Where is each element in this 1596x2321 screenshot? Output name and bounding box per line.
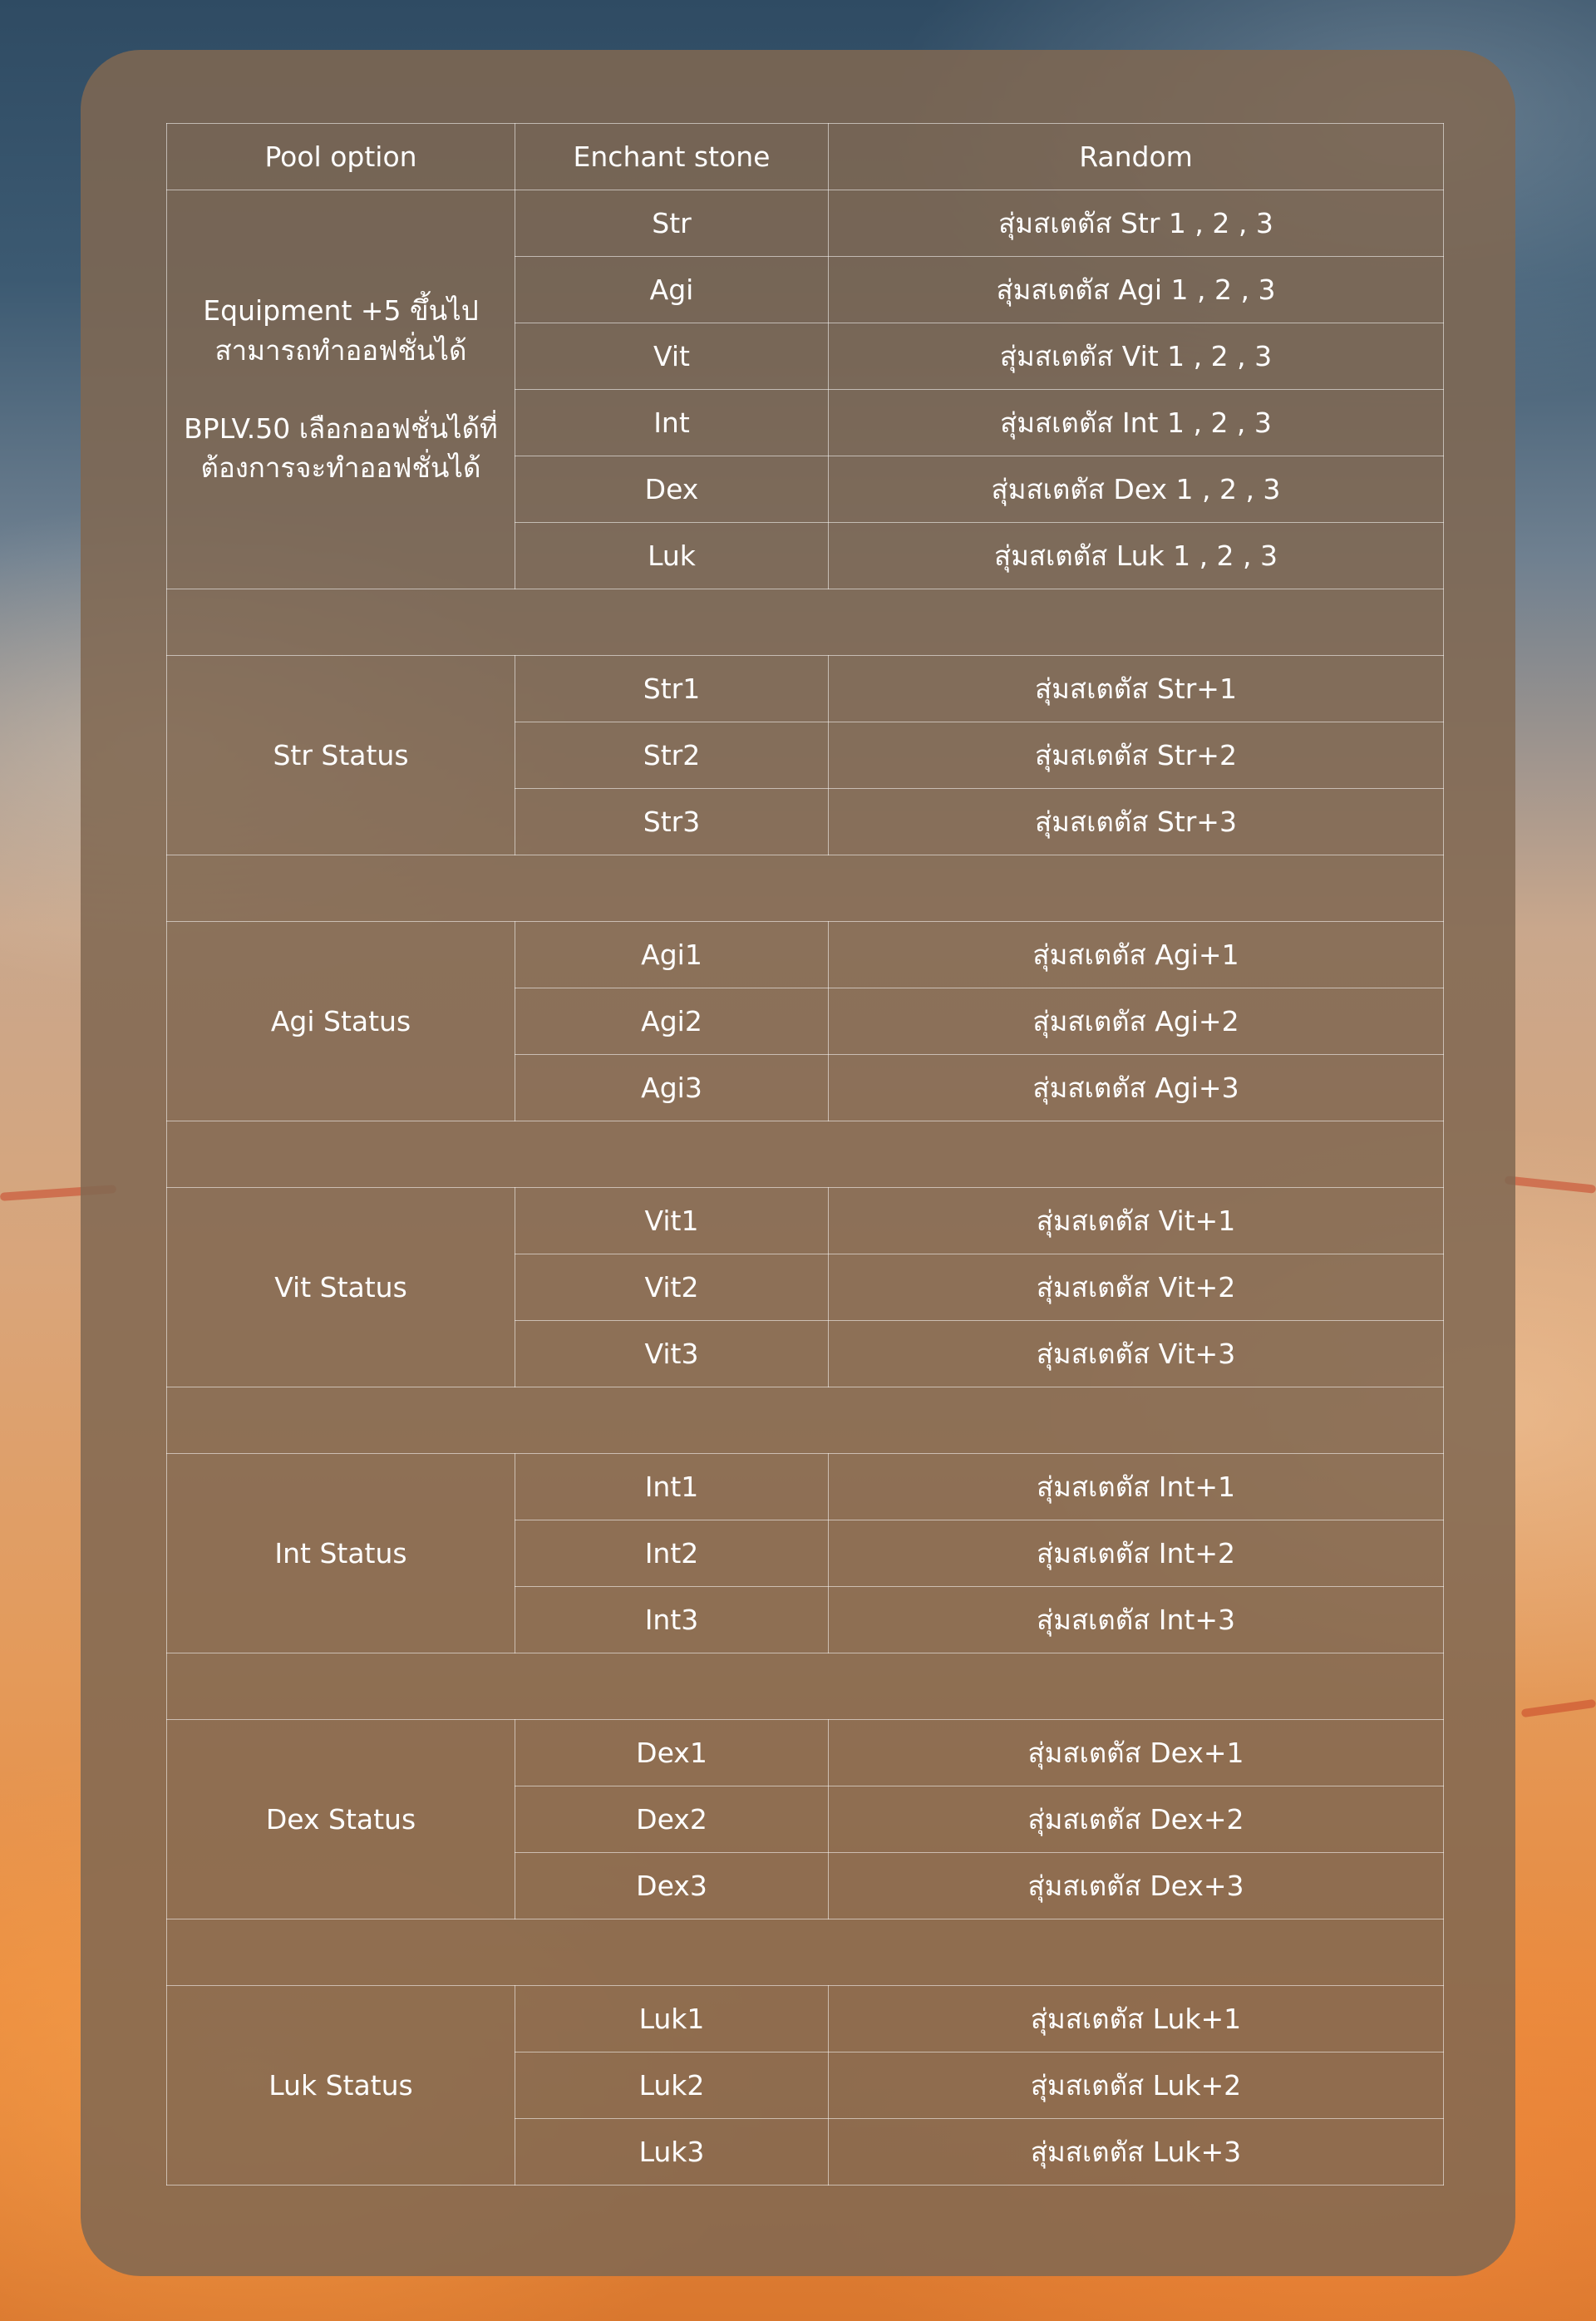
random-cell: สุ่มสเตตัส Int 1 , 2 , 3: [829, 390, 1444, 456]
stone-cell: Agi1: [515, 922, 829, 988]
random-cell: สุ่มสเตตัส Agi+3: [829, 1055, 1444, 1121]
random-cell: สุ่มสเตตัส Int+2: [829, 1520, 1444, 1587]
random-cell: สุ่มสเตตัส Str+3: [829, 789, 1444, 855]
pool-cell-agi: Agi Status: [167, 922, 515, 1121]
stone-cell: Int2: [515, 1520, 829, 1587]
random-cell: สุ่มสเตตัส Str+1: [829, 656, 1444, 722]
random-cell: สุ่มสเตตัส Str 1 , 2 , 3: [829, 190, 1444, 257]
random-cell: สุ่มสเตตัส Vit+3: [829, 1321, 1444, 1387]
pool-cell-luk: Luk Status: [167, 1986, 515, 2185]
random-cell: สุ่มสเตตัส Int+1: [829, 1454, 1444, 1520]
background-streak: [1521, 1699, 1596, 1717]
table-row: [167, 1188, 1444, 1254]
spacer-row: [167, 1653, 1444, 1720]
equipment-pool-line: BPLV.50 เลือกออฟชั่นได้ที่: [184, 411, 498, 445]
random-cell: สุ่มสเตตัส Vit+1: [829, 1188, 1444, 1254]
enchant-pool-table: [166, 123, 1444, 2185]
spacer-cell: [167, 1653, 1444, 1720]
stone-cell: Luk1: [515, 1986, 829, 2052]
stone-cell: Agi2: [515, 988, 829, 1055]
random-cell: สุ่มสเตตัส Luk+3: [829, 2119, 1444, 2185]
random-cell: สุ่มสเตตัส Vit+2: [829, 1254, 1444, 1321]
header-random: Random: [829, 124, 1444, 190]
stone-cell: Agi3: [515, 1055, 829, 1121]
spacer-cell: [167, 1121, 1444, 1188]
table-row: [167, 922, 1444, 988]
random-cell: สุ่มสเตตัส Dex+3: [829, 1853, 1444, 1919]
stone-cell: Agi: [515, 257, 829, 323]
random-cell: สุ่มสเตตัส Luk+1: [829, 1986, 1444, 2052]
stone-cell: Luk: [515, 523, 829, 589]
stone-cell: Vit1: [515, 1188, 829, 1254]
stone-cell: Str1: [515, 656, 829, 722]
stone-cell: Str: [515, 190, 829, 257]
stone-cell: Dex1: [515, 1720, 829, 1786]
random-cell: สุ่มสเตตัส Agi 1 , 2 , 3: [829, 257, 1444, 323]
spacer-row: [167, 1919, 1444, 1986]
random-cell: สุ่มสเตตัส Vit 1 , 2 , 3: [829, 323, 1444, 390]
header-enchant-stone: Enchant stone: [515, 124, 829, 190]
spacer-row: [167, 1121, 1444, 1188]
header-pool-option: Pool option: [167, 124, 515, 190]
table-row: [167, 1986, 1444, 2052]
stone-cell: Vit3: [515, 1321, 829, 1387]
random-cell: สุ่มสเตตัส Dex+1: [829, 1720, 1444, 1786]
spacer-cell: [167, 1387, 1444, 1454]
equipment-pool-line: Equipment +5 ขึ้นไป: [203, 293, 479, 327]
background-streak: [1505, 1175, 1596, 1193]
stone-cell: Int: [515, 390, 829, 456]
spacer-row: [167, 855, 1444, 922]
stone-cell: Vit2: [515, 1254, 829, 1321]
pool-cell-vit: Vit Status: [167, 1188, 515, 1387]
table-row: [167, 1720, 1444, 1786]
table-header-row: [167, 124, 1444, 190]
pool-cell-equipment: [167, 190, 515, 589]
stone-cell: Dex2: [515, 1786, 829, 1853]
pool-cell-dex: Dex Status: [167, 1720, 515, 1919]
table-row: [167, 190, 1444, 257]
random-cell: สุ่มสเตตัส Int+3: [829, 1587, 1444, 1653]
stone-cell: Str2: [515, 722, 829, 789]
pool-cell-str: Str Status: [167, 656, 515, 855]
stone-cell: Luk2: [515, 2052, 829, 2119]
spacer-cell: [167, 1919, 1444, 1986]
spacer-cell: [167, 589, 1444, 656]
spacer-row: [167, 589, 1444, 656]
stone-cell: Dex3: [515, 1853, 829, 1919]
random-cell: สุ่มสเตตัส Dex+2: [829, 1786, 1444, 1853]
equipment-pool-gap: [175, 371, 506, 409]
stone-cell: Str3: [515, 789, 829, 855]
pool-cell-int: Int Status: [167, 1454, 515, 1653]
random-cell: สุ่มสเตตัส Agi+2: [829, 988, 1444, 1055]
random-cell: สุ่มสเตตัส Str+2: [829, 722, 1444, 789]
random-cell: สุ่มสเตตัส Luk+2: [829, 2052, 1444, 2119]
stone-cell: Vit: [515, 323, 829, 390]
random-cell: สุ่มสเตตัส Luk 1 , 2 , 3: [829, 523, 1444, 589]
stone-cell: Dex: [515, 456, 829, 523]
equipment-pool-line: สามารถทำออฟชั่นได้: [214, 333, 467, 367]
stone-cell: Luk3: [515, 2119, 829, 2185]
stone-cell: Int3: [515, 1587, 829, 1653]
spacer-cell: [167, 855, 1444, 922]
random-cell: สุ่มสเตตัส Agi+1: [829, 922, 1444, 988]
equipment-pool-line: ต้องการจะทำออฟชั่นได้: [200, 451, 481, 485]
spacer-row: [167, 1387, 1444, 1454]
table-row: [167, 656, 1444, 722]
random-cell: สุ่มสเตตัส Dex 1 , 2 , 3: [829, 456, 1444, 523]
stone-cell: Int1: [515, 1454, 829, 1520]
table-row: [167, 1454, 1444, 1520]
